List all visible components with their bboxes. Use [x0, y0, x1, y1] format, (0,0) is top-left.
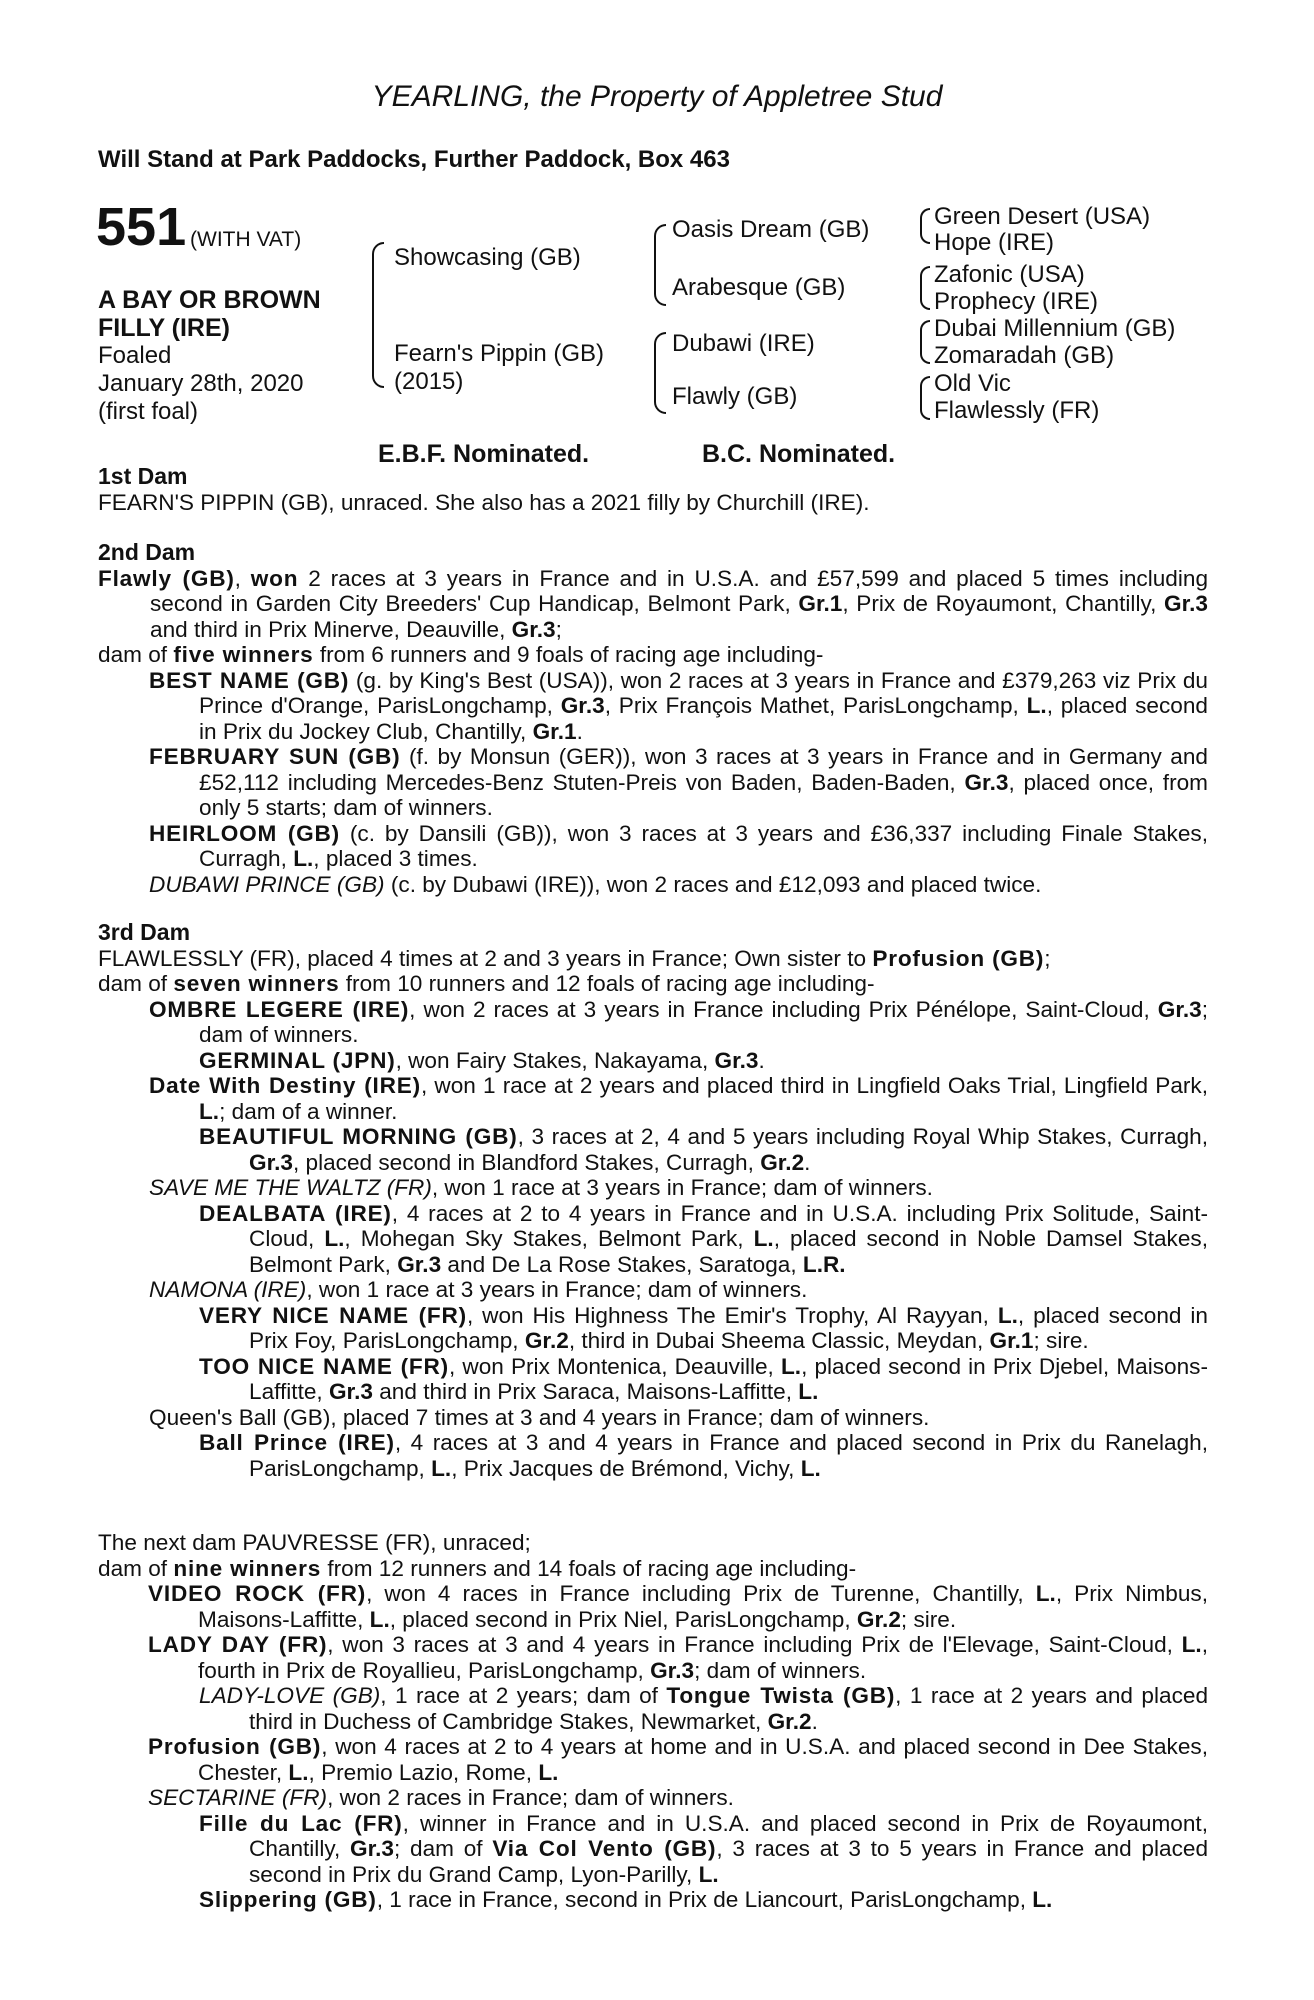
- bracket-sd-parents: [920, 266, 930, 310]
- date-with-destiny-entry: [98, 1073, 1208, 1124]
- very-nice-name-entry: [98, 1303, 1208, 1354]
- entry-text: , Prix François Mathet, ParisLongchamp,: [604, 693, 1027, 718]
- grade: L.: [780, 1353, 802, 1379]
- entry-text: ; dam of winners.: [694, 1657, 867, 1683]
- entry-text: , 3 races at 3 to 5 years in France and placed second in Prix du Grand Camp, Lyon-Parilly,: [249, 1836, 1209, 1887]
- bracket-ds-parents: [920, 320, 930, 364]
- pauvresse-entry: The next dam PAUVRESSE (FR), unraced;: [98, 1530, 531, 1555]
- horse-name: BEST NAME (GB): [149, 667, 350, 693]
- lady-day-entry: [98, 1632, 1208, 1683]
- entry-text: , won 1 race at 3 years in France; dam of winners.: [431, 1175, 933, 1200]
- grade: Gr.3: [560, 693, 605, 718]
- entry-text: (c. by Dubawi (IRE)), won 2 races and £12,093 and placed twice.: [384, 871, 1042, 897]
- entry-text: dam of: [98, 1555, 174, 1581]
- grade: Gr.3: [511, 616, 556, 642]
- entry-text: , placed 3 times.: [313, 846, 478, 871]
- bracket-ss-parents: [920, 208, 930, 244]
- pedigree-sire-dam: Arabesque (GB): [672, 274, 846, 301]
- entry-text: from 10 runners and 12 foals of racing age including-: [339, 971, 875, 996]
- horse-name: Date With Destiny (IRE): [149, 1073, 421, 1098]
- lot-number: 551: [96, 197, 187, 257]
- entry-text: .: [758, 1047, 765, 1073]
- entry-text: , Prix Nimbus, Maisons-Laffitte,: [198, 1581, 1208, 1632]
- pedigree-sire: Showcasing (GB): [394, 244, 581, 271]
- entry-text: , won 3 races at 3 and 4 years in France including Prix de l'Elevage, Saint-Cloud,: [327, 1632, 1182, 1657]
- pedigree-sds: Zafonic (USA): [934, 261, 1085, 288]
- horse-name: GERMINAL (JPN): [199, 1047, 396, 1073]
- grade: Gr.3: [964, 769, 1009, 795]
- entry-text: , won Prix Montenica, Deauville,: [448, 1353, 781, 1379]
- horse-name: Via Col Vento (GB): [492, 1836, 717, 1861]
- grade: Gr.2: [856, 1606, 901, 1632]
- horse-name: LADY DAY (FR): [148, 1632, 328, 1657]
- horse-name: Profusion (GB): [872, 945, 1045, 971]
- entry-text: , placed second in Noble Damsel Stakes, Belmont Park,: [249, 1226, 1208, 1277]
- grade: L.: [293, 846, 314, 871]
- third-dam-heading: 3rd Dam: [98, 919, 191, 945]
- entry-text: .: [811, 1708, 818, 1734]
- beautiful-morning-entry: [98, 1124, 1208, 1175]
- entry-text: ; dam of: [393, 1836, 493, 1861]
- entry-text: , won 4 races in France including Prix de Turenne, Chantilly,: [366, 1581, 1036, 1606]
- horse-name: Ball Prince (IRE): [199, 1430, 395, 1455]
- first-dam-heading: 1st Dam: [98, 463, 188, 489]
- horse-name: Slippering (GB): [199, 1887, 377, 1912]
- entry-text: , placed second in Blandford Stakes, Curragh,: [292, 1149, 761, 1175]
- grade: L.: [1181, 1632, 1202, 1657]
- grade: L.: [798, 1379, 819, 1404]
- lot-description: [98, 286, 321, 342]
- grade: Gr.3: [1164, 591, 1208, 616]
- stand-location: Will Stand at Park Paddocks, Further Paddock, Box 463: [98, 146, 730, 173]
- pedigree-dam-dam: Flawly (GB): [672, 383, 798, 410]
- bracket-dd-parents: [920, 376, 930, 420]
- foaled-label: Foaled: [98, 342, 172, 369]
- grade: Gr.3: [1157, 996, 1202, 1022]
- lot-description-line2: FILLY (IRE): [98, 314, 230, 342]
- third-dam-section: [98, 920, 1208, 1481]
- entry-text: , Prix de Royaumont, Chantilly,: [842, 591, 1165, 616]
- flawly-produce: [98, 642, 1208, 668]
- video-rock-entry: [98, 1581, 1208, 1632]
- horse-name: HEIRLOOM (GB): [149, 820, 340, 846]
- entry-text: , placed once, from only 5 starts; dam of winners.: [199, 769, 1208, 820]
- winners-count: five winners: [173, 642, 314, 667]
- entry-text: ; dam of a winner.: [219, 1098, 398, 1124]
- bc-nominated: B.C. Nominated.: [702, 440, 896, 468]
- first-dam-section: [98, 464, 1208, 515]
- queens-ball-entry: [98, 1405, 1208, 1431]
- entry-text: , placed second in Prix Niel, ParisLongchamp,: [389, 1606, 857, 1632]
- entry-text: , placed second in Prix Foy, ParisLongchamp,: [249, 1302, 1208, 1353]
- pedigree-ssd: Hope (IRE): [934, 229, 1055, 256]
- entry-text: (f. by Monsun (GER)), won 3 races at 3 years in France and in Germany and £52,112 including Mercedes-Benz Stuten-Preis von Baden, Baden-Baden,: [199, 744, 1209, 795]
- grade: Gr.1: [532, 718, 577, 744]
- grade: Gr.3: [350, 1836, 394, 1861]
- horse-name: Tongue Twista (GB): [666, 1683, 896, 1708]
- winners-count: seven winners: [173, 971, 340, 996]
- grade: Gr.3: [650, 1657, 695, 1683]
- pauvresse-produce: [98, 1556, 1208, 1582]
- lot-description-line1: A BAY OR BROWN: [98, 286, 321, 314]
- grade: L.: [753, 1226, 774, 1251]
- horse-name: SAVE ME THE WALTZ (FR): [149, 1175, 432, 1200]
- february-sun-entry: [98, 744, 1208, 821]
- entry-text: , won 1 race at 3 years in France; dam of winners.: [306, 1277, 808, 1302]
- entry-text: dam of: [98, 971, 174, 996]
- entry-text: , Prix Jacques de Brémond, Vichy,: [451, 1455, 801, 1481]
- entry-text: , winner in France and in U.S.A. and placed second in Prix de Royaumont, Chantilly,: [249, 1810, 1208, 1861]
- entry-text: , third in Dubai Sheema Classic, Meydan,: [568, 1328, 990, 1353]
- entry-text: , won His Highness The Emir's Trophy, Al Rayyan,: [466, 1302, 998, 1328]
- flawlessly-produce: [98, 971, 1208, 997]
- pedigree-dam: Fearn's Pippin (GB): [394, 340, 604, 367]
- entry-text: FLAWLESSLY (FR), placed 4 times at 2 and 3 years in France; Own sister to: [98, 945, 873, 971]
- entry-text: , won 4 races at 2 to 4 years at home and in U.S.A. and placed second in Dee Stakes, Chester,: [198, 1734, 1208, 1785]
- entry-text: from 6 runners and 9 foals of racing age including-: [313, 642, 824, 667]
- grade: L.: [538, 1759, 559, 1785]
- grade: L.: [1026, 693, 1047, 718]
- lot-vat: (WITH VAT): [190, 228, 302, 251]
- grade: L.: [997, 1302, 1018, 1328]
- grade: L.: [1035, 1581, 1056, 1606]
- lady-love-entry: [98, 1683, 1208, 1734]
- flawly-entry: Flawly (GB), won 2 races at 3 years in France and in U.S.A. and £57,599 and placed 5 times including second in Garden City Breeders' Cup Handicap, Belmont Park, Gr.1, Prix de Royaumont, Chantilly, Gr.3 and third in Prix Minerve, Deauville, Gr.3;: [98, 565, 1209, 642]
- pedigree-sss: Green Desert (USA): [934, 203, 1151, 230]
- entry-text: , 1 race at 2 years and placed third in Duchess of Cambridge Stakes, Newmarket,: [249, 1683, 1209, 1734]
- grade: L.: [698, 1861, 719, 1887]
- grade: Gr.3: [397, 1251, 442, 1277]
- entry-text: .: [804, 1149, 811, 1175]
- heirloom-entry: [98, 821, 1208, 872]
- pedigree-dsd: Zomaradah (GB): [934, 342, 1115, 369]
- dealbata-entry: [98, 1201, 1208, 1278]
- horse-name: BEAUTIFUL MORNING (GB): [199, 1124, 518, 1149]
- grade: L.R.: [802, 1251, 846, 1277]
- grade: Gr.1: [989, 1328, 1034, 1353]
- horse-name: VIDEO ROCK (FR): [148, 1581, 367, 1606]
- entry-text: , 4 races at 2 to 4 years in France and in U.S.A. including Prix Solitude, Saint-Cloud,: [249, 1200, 1209, 1251]
- lot-foaled: [98, 342, 304, 426]
- entry-text: and De La Rose Stakes, Saratoga,: [441, 1251, 803, 1277]
- entry-text: ; dam of winners.: [199, 996, 1209, 1047]
- horse-name: DUBAWI PRINCE (GB): [149, 871, 385, 897]
- entry-text: Queen's Ball (GB), placed 7 times at 3 and 4 years in France; dam of winners.: [149, 1404, 930, 1430]
- best-name-entry: [98, 668, 1208, 745]
- grade: Gr.2: [767, 1708, 812, 1734]
- entry-text: , won 2 races at 3 years in France including Prix Pénélope, Saint-Cloud,: [409, 996, 1158, 1022]
- winners-count: nine winners: [173, 1555, 322, 1581]
- ombre-legere-entry: [98, 997, 1208, 1048]
- pedigree-dam-year: (2015): [394, 368, 464, 395]
- save-me-the-waltz-entry: [98, 1175, 1208, 1201]
- horse-name: SECTARINE (FR): [148, 1785, 328, 1810]
- grade: Gr.3: [714, 1047, 759, 1073]
- pedigree-dds: Old Vic: [934, 370, 1011, 397]
- second-dam-heading: 2nd Dam: [98, 539, 196, 565]
- entry-text: from 12 runners and 14 foals of racing age including-: [321, 1555, 857, 1581]
- entry-text: and third in Prix Saraca, Maisons-Laffitte,: [372, 1379, 799, 1404]
- ebf-nominated: E.B.F. Nominated.: [378, 440, 590, 468]
- entry-text: , placed second in Prix du Jockey Club, Chantilly,: [199, 693, 1208, 744]
- page-title: YEARLING, the Property of Appletree Stud: [371, 80, 943, 113]
- first-foal: (first foal): [98, 398, 199, 425]
- pedigree-ddd: Flawlessly (FR): [934, 397, 1100, 424]
- entry-text: 2 races at 3 years in France and in U.S.A. and £57,599 and placed 5 times including second in Garden City Breeders' Cup Handicap, Belmont Park,: [150, 565, 1209, 616]
- entry-text: , won 2 races in France; dam of winners.: [327, 1785, 734, 1810]
- pedigree-dam-sire: Dubawi (IRE): [672, 330, 815, 357]
- bracket-sire-dam: [372, 242, 384, 388]
- entry-text: (c. by Dansili (GB)), won 3 races at 3 years and £36,337 including Finale Stakes, Curragh,: [199, 820, 1208, 871]
- slippering-entry: [98, 1887, 1208, 1913]
- flawlessly-entry: [98, 946, 1208, 972]
- grade: Gr.2: [760, 1149, 805, 1175]
- entry-text: and third in Prix Minerve, Deauville,: [150, 616, 512, 642]
- horse-name: LADY-LOVE (GB): [199, 1683, 381, 1708]
- grade: L.: [800, 1455, 821, 1481]
- sectarine-entry: [98, 1785, 1208, 1811]
- grade: L.: [1032, 1887, 1053, 1912]
- bracket-sire-parents: [654, 224, 666, 306]
- entry-text: ; sire.: [900, 1606, 957, 1632]
- grade: L.: [199, 1098, 220, 1124]
- foaled-date: January 28th, 2020: [98, 370, 304, 397]
- entry-text: .: [576, 718, 583, 744]
- entry-text: , fourth in Prix de Royallieu, ParisLongchamp,: [198, 1632, 1208, 1683]
- grade: Gr.3: [249, 1149, 293, 1175]
- entry-text: , 1 race in France, second in Prix de Liancourt, ParisLongchamp,: [376, 1887, 1033, 1912]
- first-dam-text: FEARN'S PIPPIN (GB), unraced. She also has a 2021 filly by Churchill (IRE).: [98, 489, 870, 515]
- entry-text: , 3 races at 2, 4 and 5 years including Royal Whip Stakes, Curragh,: [517, 1124, 1208, 1149]
- entry-text: , placed second in Prix Djebel, Maisons-Laffitte,: [249, 1353, 1208, 1404]
- fille-du-lac-entry: [98, 1811, 1208, 1888]
- grade: Gr.3: [328, 1379, 373, 1404]
- entry-text: ; sire.: [1033, 1328, 1089, 1353]
- entry-text: , 1 race at 2 years; dam of: [380, 1683, 667, 1708]
- entry-text: dam of: [98, 642, 174, 667]
- horse-name: TOO NICE NAME (FR): [199, 1353, 449, 1379]
- horse-name: NAMONA (IRE): [149, 1277, 307, 1302]
- grade: L.: [288, 1759, 309, 1785]
- entry-text: , 4 races at 3 and 4 years in France and placed second in Prix du Ranelagh, ParisLongchamp,: [249, 1430, 1208, 1481]
- too-nice-name-entry: [98, 1354, 1208, 1405]
- dubawi-prince-entry: [98, 872, 1208, 898]
- germinal-entry: [98, 1048, 1208, 1074]
- horse-name: FEBRUARY SUN (GB): [149, 744, 401, 769]
- next-dam-section: [98, 1530, 1208, 1913]
- grade: Gr.1: [798, 591, 843, 616]
- horse-name: Fille du Lac (FR): [199, 1810, 403, 1836]
- entry-text: , Mohegan Sky Stakes, Belmont Park,: [344, 1226, 754, 1251]
- entry-text: , won Fairy Stakes, Nakayama,: [395, 1047, 715, 1073]
- grade: L.: [324, 1226, 345, 1251]
- horse-name: OMBRE LEGERE (IRE): [149, 996, 410, 1022]
- entry-text: (g. by King's Best (USA)), won 2 races at 3 years in France and £379,263 viz Prix du Prince d'Orange, ParisLongchamp,: [199, 667, 1208, 718]
- second-dam-section: [98, 540, 1208, 897]
- grade: L.: [369, 1606, 390, 1632]
- pedigree-dss: Dubai Millennium (GB): [934, 315, 1176, 342]
- entry-text: , Premio Lazio, Rome,: [308, 1759, 539, 1785]
- horse-name: Flawly (GB): [98, 565, 235, 591]
- entry-text: ;: [555, 616, 562, 642]
- profusion-entry: [98, 1734, 1208, 1785]
- entry-text: ;: [1044, 945, 1051, 971]
- won-label: won: [250, 565, 299, 591]
- horse-name: DEALBATA (IRE): [199, 1200, 392, 1226]
- bracket-dam-parents: [654, 332, 666, 414]
- horse-name: VERY NICE NAME (FR): [199, 1302, 467, 1328]
- pedigree-sire-sire: Oasis Dream (GB): [672, 216, 870, 243]
- horse-name: Profusion (GB): [148, 1734, 322, 1759]
- entry-text: , won 1 race at 2 years and placed third in Lingfield Oaks Trial, Lingfield Park,: [420, 1073, 1208, 1098]
- grade: L.: [431, 1455, 452, 1481]
- namona-entry: [98, 1277, 1208, 1303]
- pedigree-sdd: Prophecy (IRE): [934, 288, 1099, 315]
- grade: Gr.2: [524, 1328, 569, 1353]
- ball-prince-entry: [98, 1430, 1208, 1481]
